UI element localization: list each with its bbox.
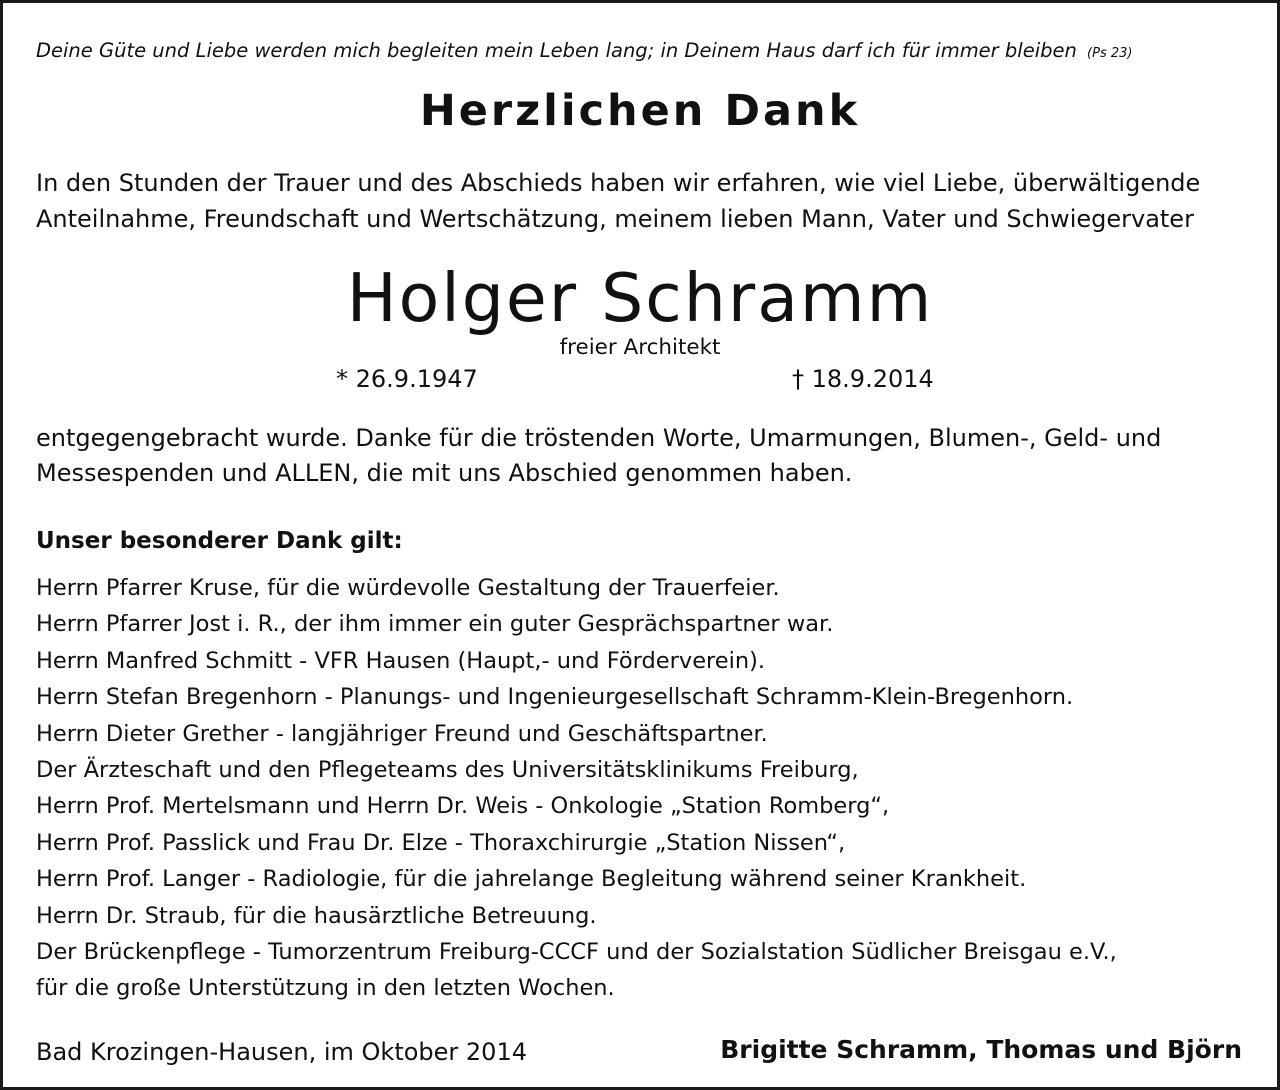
special-thanks-heading: Unser besonderer Dank gilt: (36, 528, 403, 554)
list-item: Der Ärzteschaft und den Pflegeteams des Universitätsklinikums Freiburg, (36, 756, 859, 783)
bible-verse (36, 38, 1132, 67)
list-item: Herrn Dieter Grether - langjähriger Freund und Geschäftspartner. (36, 720, 768, 747)
death-date: † 18.9.2014 (792, 365, 934, 393)
notice-heading: Herzlichen Dank (419, 86, 861, 136)
list-item: Herrn Prof. Passlick und Frau Dr. Elze - Thoraxchirurgie „Station Nissen“, (36, 829, 846, 856)
intro-line-1: In den Stunden der Trauer und des Abschieds haben wir erfahren, wie viel Liebe, überwältigende (36, 169, 1201, 197)
deceased-name: Holger Schramm (346, 259, 934, 337)
list-item: Herrn Manfred Schmitt - VFR Hausen (Haupt,- und Förderverein). (36, 647, 766, 674)
thanks-line-1: entgegengebracht wurde. Danke für die tröstenden Worte, Umarmungen, Blumen-, Geld- und (36, 424, 1162, 452)
list-item: Herrn Prof. Langer - Radiologie, für die jahrelange Begleitung während seiner Krankheit. (36, 866, 1027, 893)
list-item: für die große Unterstützung in den letzten Wochen. (36, 975, 615, 1002)
deceased-profession: freier Architekt (559, 335, 721, 360)
list-item: Herrn Dr. Straub, für die hausärztliche Betreuung. (36, 902, 597, 929)
verse-reference: (Ps 23) (1087, 46, 1133, 61)
intro-line-2: Anteilnahme, Freundschaft und Wertschätzung, meinem lieben Mann, Vater und Schwiegervater (36, 205, 1194, 233)
list-item: Herrn Pfarrer Jost i. R., der ihm immer ein guter Gesprächspartner war. (36, 611, 834, 638)
birth-date: * 26.9.1947 (336, 365, 478, 393)
list-item: Herrn Pfarrer Kruse, für die würdevolle Gestaltung der Trauerfeier. (36, 575, 780, 601)
thanks-line-2: Messespenden und ALLEN, die mit uns Abschied genommen haben. (36, 459, 853, 487)
verse-text: Deine Güte und Liebe werden mich begleiten mein Leben lang; in Deinem Haus darf ich für immer bleiben (36, 39, 1077, 62)
place-and-date: Bad Krozingen-Hausen, im Oktober 2014 (36, 1038, 527, 1066)
family-signature: Brigitte Schramm, Thomas und Björn (720, 1035, 1242, 1064)
list-item: Der Brückenpflege - Tumorzentrum Freiburg-CCCF und der Sozialstation Südlicher Breisgau e.V., (36, 938, 1117, 965)
list-item: Herrn Stefan Bregenhorn - Planungs- und Ingenieurgesellschaft Schramm-Klein-Bregenhorn. (36, 684, 1074, 711)
special-thanks-list (36, 570, 1117, 1007)
list-item: Herrn Prof. Mertelsmann und Herrn Dr. Weis - Onkologie „Station Romberg“, (36, 793, 890, 820)
